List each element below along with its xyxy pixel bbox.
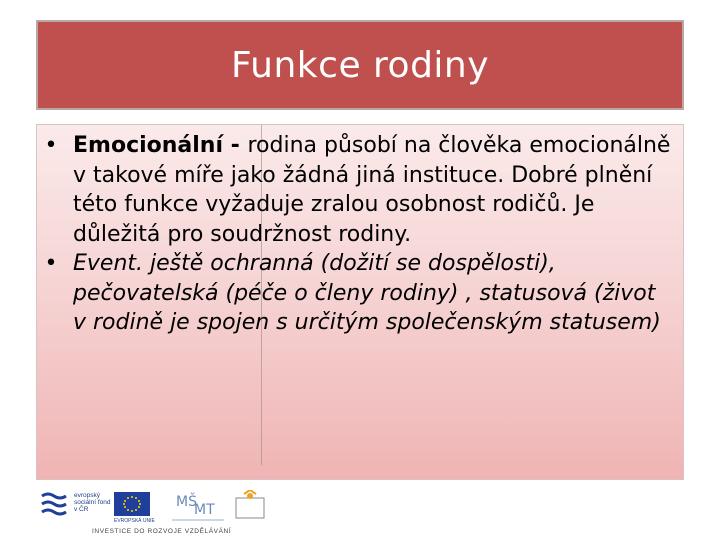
eu-logo-text: EVROPSKÁ UNIE: [114, 518, 155, 524]
footer-tagline: INVESTICE DO ROZVOJE VZDĚLÁVÁNÍ: [92, 528, 232, 535]
svg-text:MŠ: MŠ: [176, 494, 197, 510]
bullet-dot: •: [44, 133, 58, 158]
op-logo-icon: [232, 490, 268, 524]
bullet-text: Event. ještě ochranná (dožití se dospělosti), pečovatelská (péče o členy rodiny) , statusová (život v rodině je spojen s určitým společenským statusem): [73, 251, 661, 335]
esf-logo-icon: [40, 490, 68, 520]
bullet-text: rodina působí na člověka emocionálně v takové míře jako žádná jiná instituce. Dobré plnění této funkce vyžaduje zralou osobnost rodičů. Je důležitá pro soudržnost rodiny.: [73, 133, 671, 247]
esf-logo-text: evropský sociální fond v ČR: [74, 492, 111, 513]
bullet-lead: Emocionální -: [73, 133, 248, 158]
bullet-item: [41, 249, 671, 338]
slide-title: Funkce rodiny: [230, 44, 490, 86]
bullet-list: [41, 131, 671, 338]
content-box: [36, 124, 684, 480]
footer-logos: [40, 490, 280, 538]
title-box: [36, 20, 684, 110]
eu-flag-icon: [114, 492, 150, 516]
svg-text:MT: MT: [194, 502, 215, 518]
bullet-dot: •: [44, 251, 58, 276]
msmt-logo-icon: [168, 490, 228, 524]
bullet-item: [41, 131, 671, 249]
